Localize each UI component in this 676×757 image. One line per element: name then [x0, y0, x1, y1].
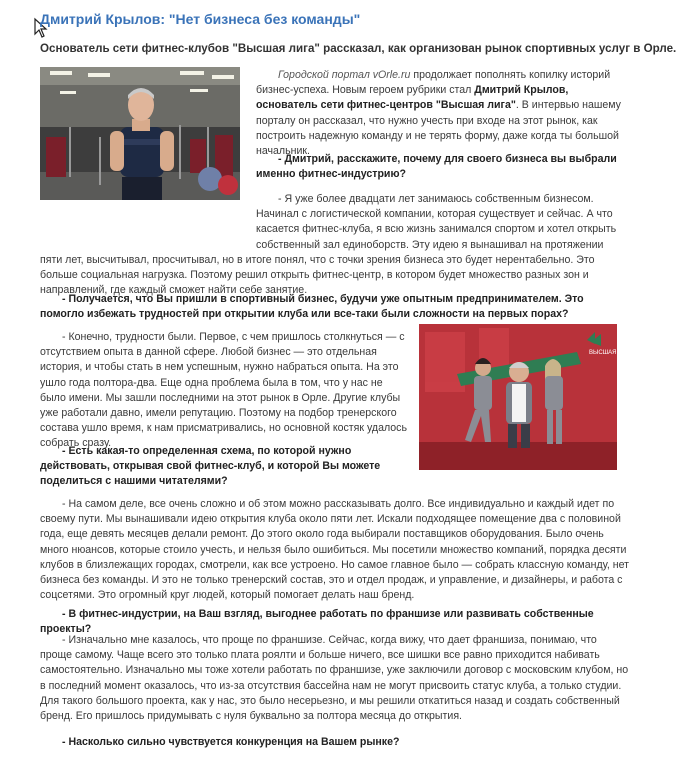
answer-4: - Изначально мне казалось, что проще по франшизе. Сейчас, когда вижу, что дает франшиза, понимаю, что проще самому. Чаще всего это только плата роялти и больше ничего, все шишки все равно приходится набивать самостоятельно. Изначально мы тоже хотели работать по франшизе, уже заключили договор с московским клубом, но в последний момент оказалось, что из-за отсутствия бассейна нам не могут присвоить статус клуба, а только студии. Для такого большого проекта, как у нас, это было несерьезно, и мы решили откатиться назад и создать собственный бренд. Его пришлось придумывать с нуля буквально за полтора месяца до открытия. — [40, 634, 629, 723]
gym-photo — [40, 67, 240, 200]
answer-3: - На самом деле, все очень сложно и об этом можно рассказывать долго. Все индивидуально и каждый идет по своему пути. Мы вынашивали идею открытия клуба около пяти лет. Искали подходящее помещение два с половиной года, еще девять месяцев делали ремонт. До этого около года выбирали поставщиков оборудования. Было очень много нюансов, которые стоило учесть, и нельзя было ошибиться. Мы посетили множество компаний, порядка десяти клубов в близлежащих городах, смотрели, как все устроено. Но самое главное было — собрать классную команду, нет бизнеса без команды. И это не только тренерский состав, это и отдел продаж, и управление, и дизайнеры, и работа с соцсетями. Это огромный круг людей, который помогает делать наш бренд. — [40, 498, 629, 602]
source-name: Городской портал vOrle.ru — [278, 69, 411, 81]
article-title: Дмитрий Крылов: "Нет бизнеса без команды" — [40, 11, 361, 27]
question-1: - Дмитрий, расскажите, почему для своего бизнеса вы выбрали именно фитнес-индустрию? — [256, 153, 617, 181]
question-4: - В фитнес-индустрии, на Ваш взгляд, выгоднее работать по франшизе или развивать собственные проекты? — [40, 608, 594, 636]
answer-1-part: - Я уже более двадцати лет занимаюсь собственным бизнесом. Начинал с логистической компании, которая существует и сейчас. А что касается фитнес-клуба, я всю жизнь занимался спортом и хотел открыть собственный зал единоборств. Эту идею я вынашивал на протяжении пяти лет, высчитывал, просчитывал, но в итоге понял, что с точки зрения бизнеса это будет нерентабельно. Это больше социальная нагрузка. Поэтому решил открыть фитнес-центр, в котором будет множество разных зон и направлений, где каждый сможет найти себе занятие. — [40, 193, 617, 297]
question-5: - Насколько сильно чувствуется конкуренция на Вашем рынке? — [62, 736, 400, 748]
question-2: - Получается, что Вы пришли в спортивный бизнес, будучи уже опытным предпринимателем. Это помогло избежать трудностей при открытии клуба или все-таки были сложности на первых порах? — [40, 293, 584, 321]
article-lead: Основатель сети фитнес-клубов "Высшая лига" рассказал, как организован рынок спортивных услуг в Орле. — [40, 42, 676, 55]
brand-logo-text: ВЫСШАЯ ЛИГА — [589, 350, 634, 356]
intro-paragraph: Городской портал vOrle.ru продолжает пополнять копилку историй бизнес-успеха. Новым героем рубрики стал Дмитрий Крылов, основатель сети фитнес-центров "Высшая лига". В интервью нашему порталу он рассказал, что нужно учесть при входе на этот рынок, как построить надежную команду и не терять форму, даже когда ты большой начальник. — [256, 69, 621, 158]
hero-name: Дмитрий Крылов, основатель сети фитнес-центров "Высшая лига" — [256, 84, 569, 112]
team-photo — [419, 324, 634, 470]
question-3: - Есть какая-то определенная схема, по которой нужно действовать, открывая свой фитнес-клуб, и которой Вы можете поделиться с нашими читателями? — [40, 445, 381, 488]
answer-2: - Конечно, трудности были. Первое, с чем пришлось столкнуться — с отсутствием опыта в данной сфере. Любой бизнес — это отдельная история, и чтобы стать в нем успешным, нужно набраться опыта. На это ушло года полтора-два. Еще одна проблема была в том, что у нас не было имени. Мы зашли последними на этот рынок в Орле. Другие клубы уже работали давно, имели репутацию. Поэтому на подбор тренерского состава ушло время, к нам присматривались, но основной костяк удалось собрать сразу. — [40, 331, 407, 450]
